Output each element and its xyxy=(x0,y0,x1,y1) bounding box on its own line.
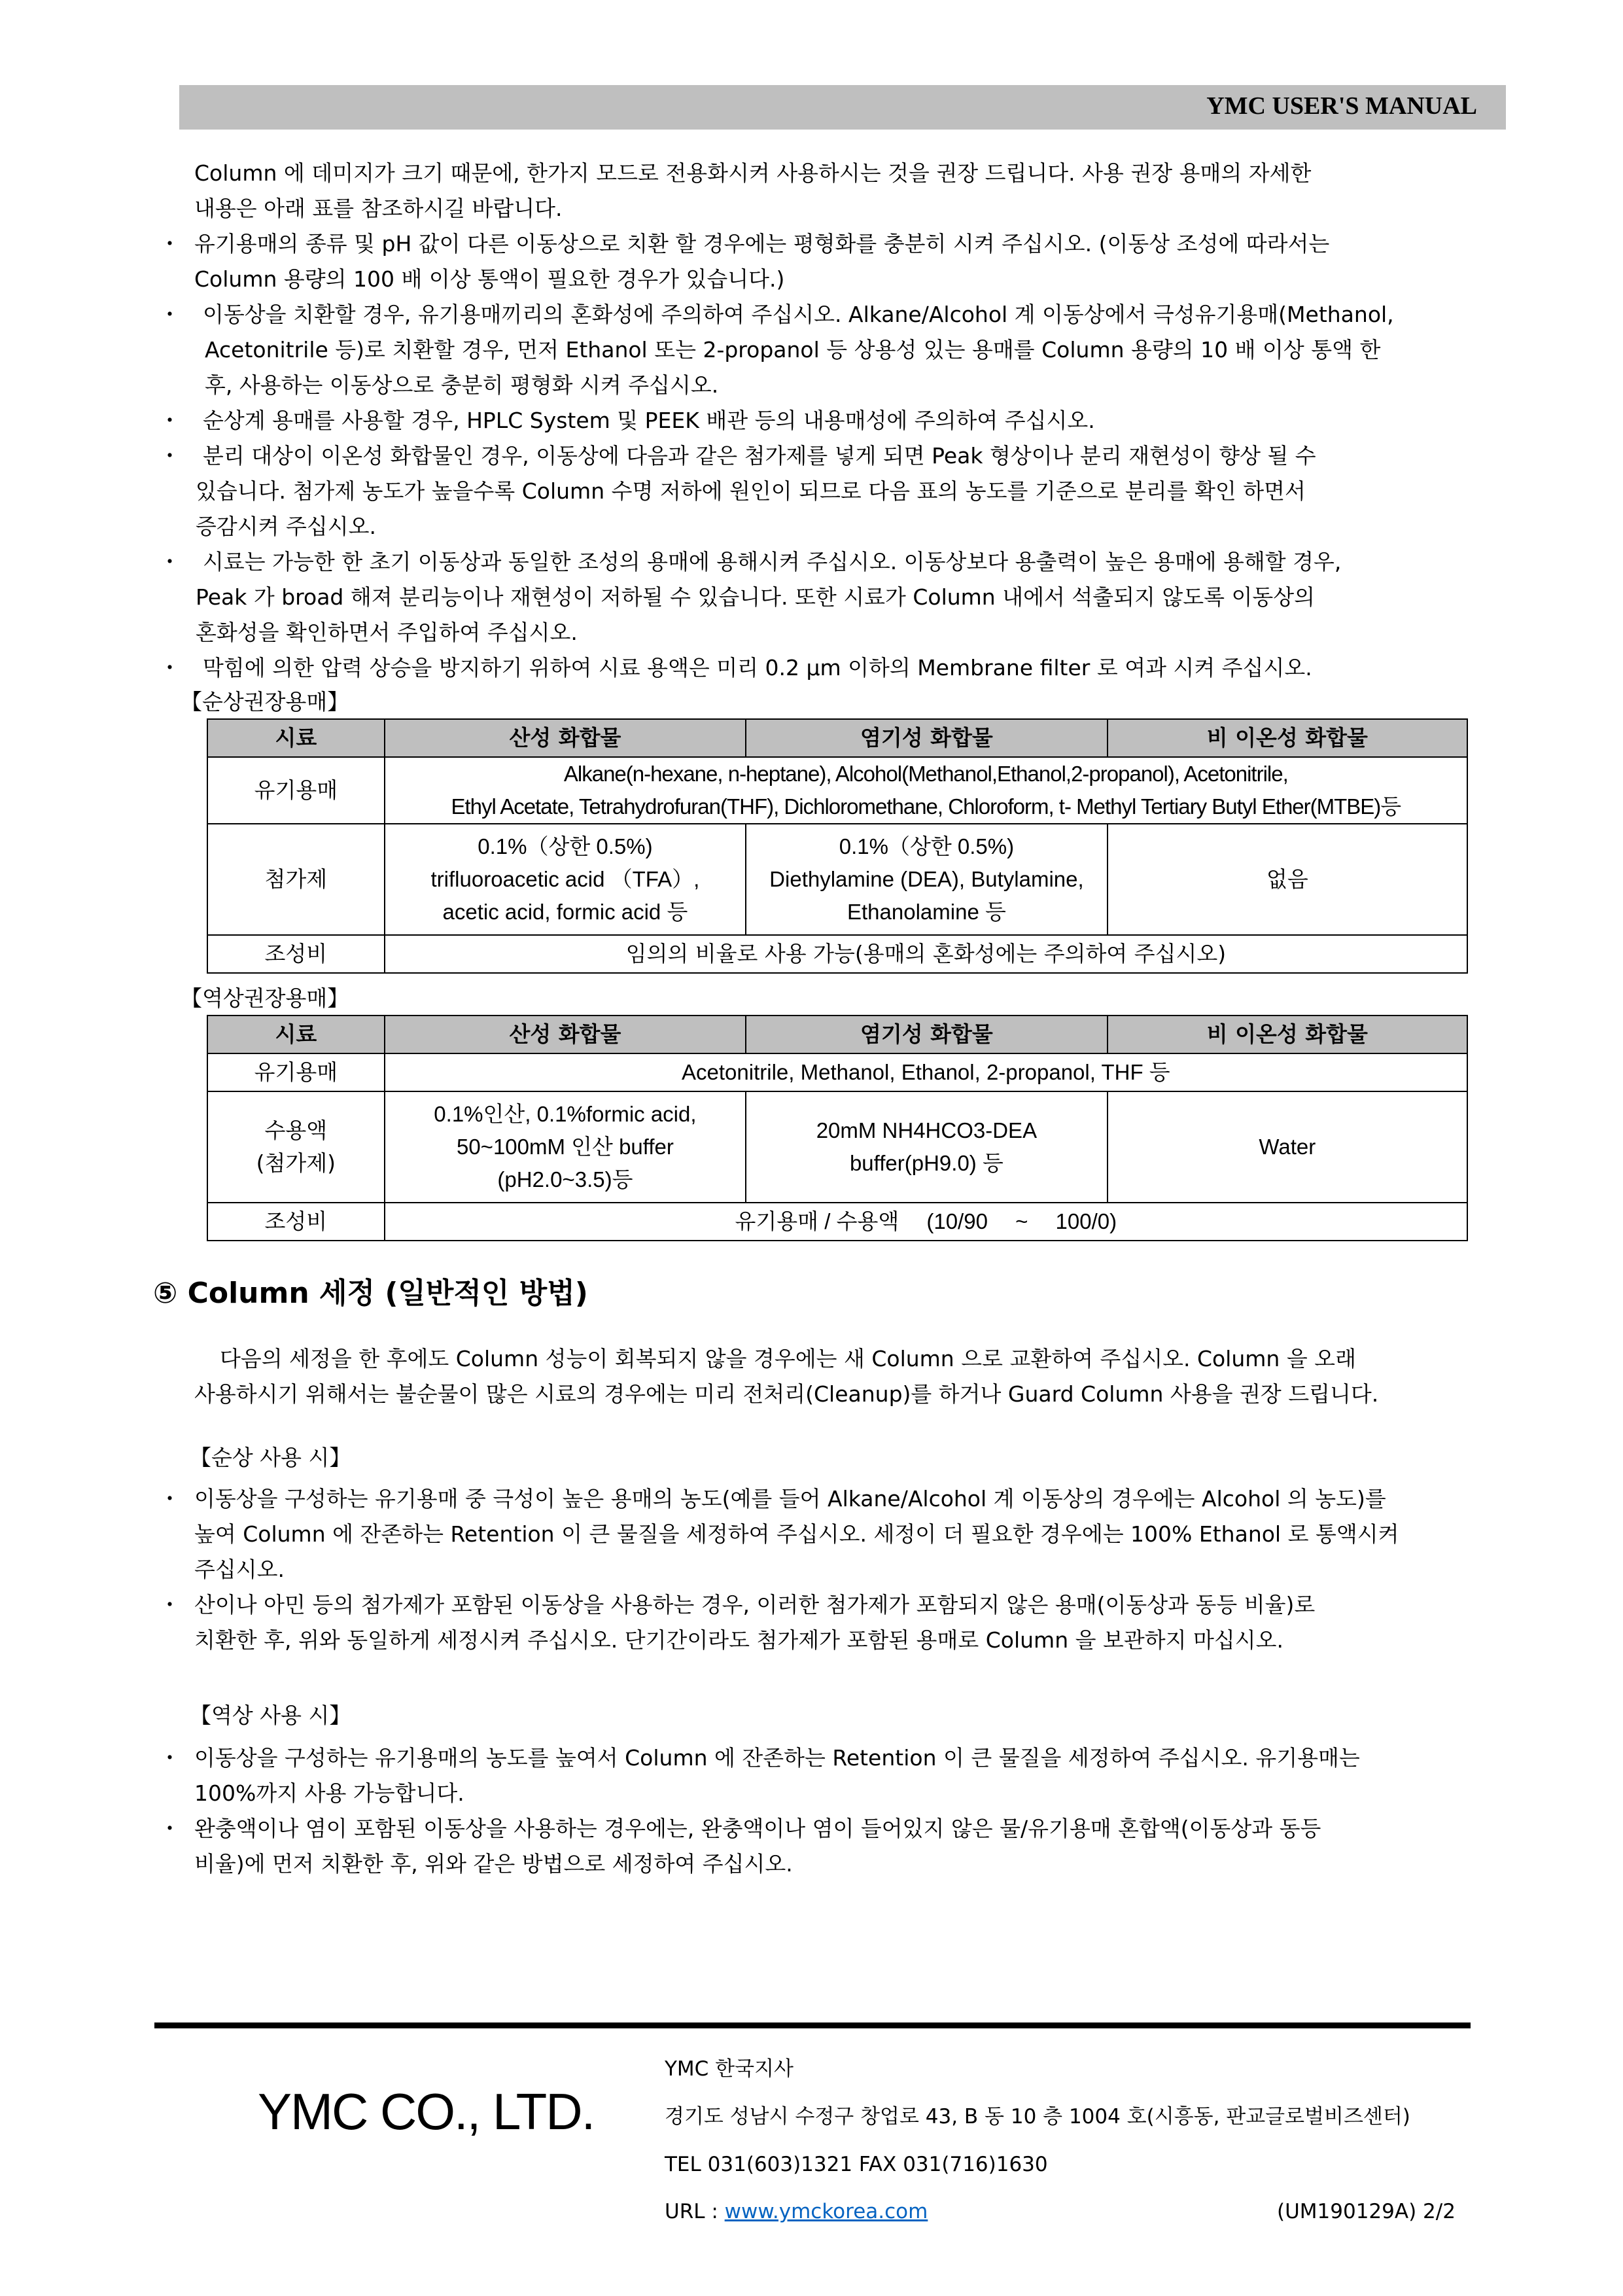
bullet-line: Acetonitrile 등)로 치환할 경우, 먼저 Ethanol 또는 2-propanol 등 상용성 있는 용매를 Column 용량의 10 배 이상 통액 한 xyxy=(205,337,1381,362)
table-cell: Acetonitrile, Methanol, Ethanol, 2-propanol, THF 등 xyxy=(385,1053,1467,1091)
bullet-glyph: ・ xyxy=(159,302,181,327)
cell-line: 50~100mM 인산 buffer xyxy=(456,1135,674,1159)
table-header: 염기성 화합물 xyxy=(746,719,1108,757)
intro-line: 내용은 아래 표를 참조하시길 바랍니다. xyxy=(194,196,563,221)
branch-name: YMC 한국지사 xyxy=(665,2057,794,2081)
section-intro-line: 사용하시기 위해서는 불순물이 많은 시료의 경우에는 미리 전처리(Cleanup)를 하거나 Guard Column 사용을 권장 드립니다. xyxy=(194,1381,1379,1407)
bullet-line: 이동상을 구성하는 유기용매 중 극성이 높은 용매의 농도(예를 들어 Alkane/Alcohol 계 이동상의 경우에는 Alcohol 의 농도)를 xyxy=(194,1486,1386,1511)
cell-line: 수용액 xyxy=(264,1118,328,1143)
manual-title: YMC USER'S MANUAL xyxy=(1206,92,1477,120)
cell-line: acetic acid, formic acid 등 xyxy=(442,900,688,924)
bullet-line: 증감시켜 주십시오. xyxy=(196,514,377,539)
bullet-item xyxy=(159,1481,1480,1587)
bullet-glyph: ・ xyxy=(159,231,181,256)
table-cell: 없음 xyxy=(1108,824,1467,935)
bullet-glyph: ・ xyxy=(159,443,181,468)
table-header: 염기성 화합물 xyxy=(746,1016,1107,1053)
bullet-line: 비율)에 먼저 치환한 후, 위와 같은 방법으로 세정하여 주십시오. xyxy=(194,1851,793,1877)
bullet-glyph: ・ xyxy=(159,655,181,680)
table-header: 산성 화합물 xyxy=(385,1016,746,1053)
table-header: 비 이온성 화합물 xyxy=(1108,1016,1467,1053)
intro-line: Column 에 데미지가 크기 때문에, 한가지 모드로 전용화시켜 사용하시는 것을 권장 드립니다. 사용 권장 용매의 자세한 xyxy=(194,160,1312,186)
table-header: 산성 화합물 xyxy=(385,719,746,757)
bullet-line: 시료는 가능한 한 초기 이동상과 동일한 조성의 용매에 용해시켜 주십시오. 이동상보다 용출력이 높은 용매에 용해할 경우, xyxy=(203,549,1342,574)
cell-line: 20mM NH4HCO3-DEA xyxy=(816,1118,1038,1142)
bullet-item xyxy=(159,403,1480,438)
cell-line: trifluoroacetic acid （TFA）, xyxy=(430,867,700,891)
normal-phase-caption: 【순상권장용매】 xyxy=(181,689,349,715)
bullet-glyph: ・ xyxy=(159,1592,181,1617)
bullet-item xyxy=(159,1740,1480,1811)
url-line xyxy=(665,2199,928,2225)
row-label: 첨가제 xyxy=(207,824,385,935)
table-cell xyxy=(385,757,1467,824)
bullet-glyph: ・ xyxy=(159,549,181,574)
reverse-phase-caption: 【역상권장용매】 xyxy=(181,985,349,1011)
row-label: 조성비 xyxy=(207,1203,385,1241)
bullet-line: 100%까지 사용 가능합니다. xyxy=(194,1780,464,1806)
row-label: 조성비 xyxy=(207,935,385,973)
bullet-glyph: ・ xyxy=(159,1745,181,1771)
document-id: (UM190129A) 2/2 xyxy=(1277,2200,1456,2223)
bullet-line: Column 용량의 100 배 이상 통액이 필요한 경우가 있습니다.) xyxy=(194,266,785,292)
section-intro-line: 다음의 세정을 한 후에도 Column 성능이 회복되지 않을 경우에는 새 Column 으로 교환하여 주십시오. Column 을 오래 xyxy=(220,1346,1356,1371)
table-cell: 유기용매 / 수용액 (10/90 ~ 100/0) xyxy=(385,1203,1467,1241)
bullet-line: 분리 대상이 이온성 화합물인 경우, 이동상에 다음과 같은 첨가제를 넣게 되면 Peak 형상이나 분리 재현성이 향상 될 수 xyxy=(203,443,1316,468)
bullet-item xyxy=(159,226,1480,297)
cell-line: (첨가제) xyxy=(256,1150,336,1176)
table-header: 비 이온성 화합물 xyxy=(1108,719,1467,757)
bullet-line: 있습니다. 첨가제 농도가 높을수록 Column 수명 저하에 원인이 되므로 다음 표의 농도를 기준으로 분리를 확인 하면서 xyxy=(196,478,1306,504)
footer-divider xyxy=(154,2022,1471,2028)
branch-address: 경기도 성남시 수정구 창업로 43, B 동 10 층 1004 호(시흥동, 판교글로벌비즈센터) xyxy=(665,2105,1410,2128)
bullet-line: 순상계 용매를 사용할 경우, HPLC System 및 PEEK 배관 등의 내용매성에 주의하여 주십시오. xyxy=(203,408,1095,433)
normal-use-caption: 【순상 사용 시】 xyxy=(190,1445,351,1470)
cell-line: 0.1%（상한 0.5%) xyxy=(478,834,653,858)
bullet-line: 이동상을 구성하는 유기용매의 농도를 높여서 Column 에 잔존하는 Retention 이 큰 물질을 세정하여 주십시오. 유기용매는 xyxy=(194,1745,1360,1771)
cell-line: Ethyl Acetate, Tetrahydrofuran(THF), Dichloromethane, Chloroform, t- Methyl Tertiary Butyl Ether(MTBE)등 xyxy=(451,794,1401,819)
cell-line: (pH2.0~3.5)등 xyxy=(497,1167,633,1192)
bullet-line: 완충액이나 염이 포함된 이동상을 사용하는 경우에는, 완충액이나 염이 들어있지 않은 물/유기용매 혼합액(이동상과 동등 xyxy=(194,1816,1321,1841)
cell-line: Diethylamine (DEA), Butylamine, xyxy=(769,867,1084,891)
bullet-line: 높여 Column 에 잔존하는 Retention 이 큰 물질을 세정하여 주십시오. 세정이 더 필요한 경우에는 100% Ethanol 로 통액시켜 xyxy=(194,1521,1399,1547)
cell-line: buffer(pH9.0) 등 xyxy=(849,1151,1003,1175)
reverse-phase-table xyxy=(207,1015,1468,1241)
bullet-line: 유기용매의 종류 및 pH 값이 다른 이동상으로 치환 할 경우에는 평형화를 충분히 시켜 주십시오. (이동상 조성에 따라서는 xyxy=(194,231,1330,256)
header-band xyxy=(179,85,1506,130)
bullet-item xyxy=(159,544,1480,650)
bullet-item xyxy=(159,1811,1480,1882)
bullet-item xyxy=(159,650,1480,686)
cell-line: Alkane(n-hexane, n-heptane), Alcohol(Methanol,Ethanol,2-propanol), Acetonitrile, xyxy=(563,762,1288,786)
bullet-glyph: ・ xyxy=(159,1816,181,1841)
cell-line: Ethanolamine 등 xyxy=(847,900,1006,924)
contact-phone: TEL 031(603)1321 FAX 031(716)1630 xyxy=(665,2153,1048,2176)
table-cell xyxy=(746,824,1108,935)
row-label: 유기용매 xyxy=(207,1053,385,1091)
bullet-item xyxy=(159,438,1480,544)
bullet-glyph: ・ xyxy=(159,1486,181,1511)
table-header: 시료 xyxy=(207,719,385,757)
bullet-item xyxy=(159,297,1480,403)
bullet-line: Peak 가 broad 해져 분리능이나 재현성이 저하될 수 있습니다. 또한 시료가 Column 내에서 석출되지 않도록 이동상의 xyxy=(196,584,1315,610)
website-link[interactable]: www.ymckorea.com xyxy=(724,2200,928,2223)
bullet-line: 산이나 아민 등의 첨가제가 포함된 이동상을 사용하는 경우, 이러한 첨가제가 포함되지 않은 용매(이동상과 동등 비율)로 xyxy=(194,1592,1316,1617)
url-label: URL : xyxy=(665,2200,725,2223)
normal-phase-table xyxy=(207,718,1468,974)
table-cell xyxy=(385,824,746,935)
cell-line: 0.1%（상한 0.5%) xyxy=(839,834,1015,858)
cell-line: 0.1%인산, 0.1%formic acid, xyxy=(434,1102,697,1126)
bullet-line: 후, 사용하는 이동상으로 충분히 평형화 시켜 주십시오. xyxy=(205,372,719,398)
table-cell: 임의의 비율로 사용 가능(용매의 혼화성에는 주의하여 주십시오) xyxy=(385,935,1467,973)
table-cell xyxy=(746,1091,1107,1203)
section-title: ⑤ Column 세정 (일반적인 방법) xyxy=(153,1277,588,1310)
bullet-line: 혼화성을 확인하면서 주입하여 주십시오. xyxy=(196,620,578,645)
bullet-item xyxy=(159,1587,1480,1658)
bullet-line: 치환한 후, 위와 동일하게 세정시켜 주십시오. 단기간이라도 첨가제가 포함된 용매로 Column 을 보관하지 마십시오. xyxy=(194,1627,1283,1653)
row-label xyxy=(207,1091,385,1203)
bullet-line: 막힘에 의한 압력 상승을 방지하기 위하여 시료 용액은 미리 0.2 μm 이하의 Membrane filter 로 여과 시켜 주십시오. xyxy=(203,655,1312,680)
row-label: 유기용매 xyxy=(207,757,385,824)
bullet-glyph: ・ xyxy=(159,408,181,433)
table-header: 시료 xyxy=(207,1016,385,1053)
bullet-line: 이동상을 치환할 경우, 유기용매끼리의 혼화성에 주의하여 주십시오. Alkane/Alcohol 계 이동상에서 극성유기용매(Methanol, xyxy=(203,302,1394,327)
table-cell: Water xyxy=(1108,1091,1467,1203)
reverse-use-caption: 【역상 사용 시】 xyxy=(190,1703,351,1728)
company-logo: YMC CO., LTD. xyxy=(258,2083,595,2140)
bullet-line: 주십시오. xyxy=(194,1557,285,1582)
table-cell xyxy=(385,1091,746,1203)
